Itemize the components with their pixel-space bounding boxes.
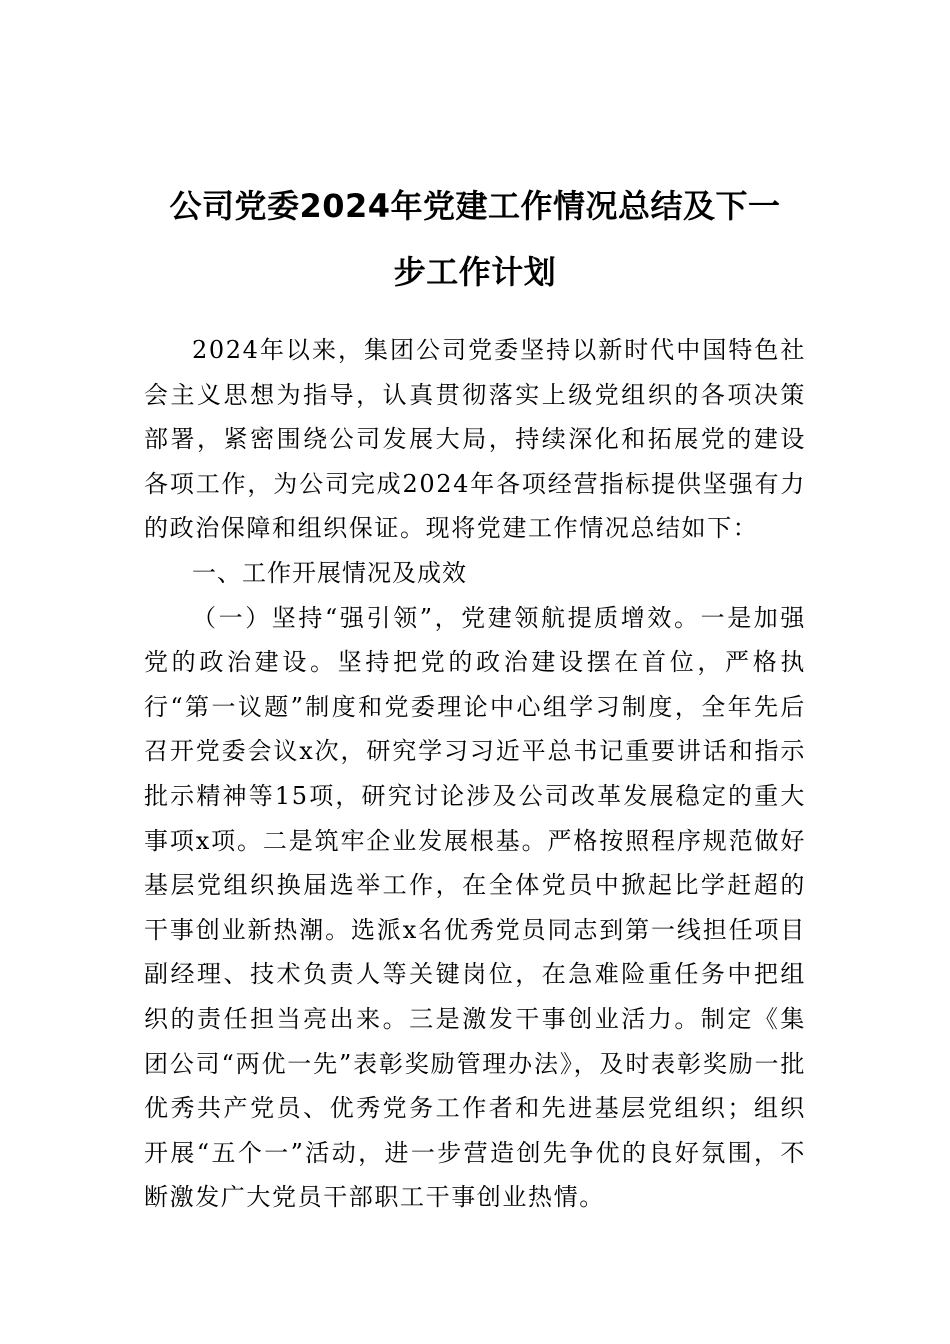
title-line-2: 步工作计划 [393,253,557,292]
intro-paragraph: 2024年以来，集团公司党委坚持以新时代中国特色社会主义思想为指导，认真贯彻落实上级党组织的各项决策部署，紧密围绕公司发展大局，持续深化和拓展党的建设各项工作，为公司完成2024年各项经营指标提供坚强有力的政治保障和组织保证。现将党建工作情况总结如下： [144,336,806,543]
title-line-1: 公司党委2024年党建工作情况总结及下一 [169,187,781,226]
section-heading: 一、工作开展情况及成效 [192,558,467,587]
document-body [144,328,806,1220]
section-paragraph: （一）坚持“强引领”，党建领航提质增效。一是加强党的政治建设。坚持把党的政治建设摆在首位，严格执行“第一议题”制度和党委理论中心组学习制度，全年先后召开党委会议x次，研究学习习近平总书记重要讲话和指示批示精神等15项，研究讨论涉及公司改革发展稳定的重大事项x项。二是筑牢企业发展根基。严格按照程序规范做好基层党组织换届选举工作，在全体党员中掀起比学赶超的干事创业新热潮。选派x名优秀党员同志到第一线担任项目副经理、技术负责人等关键岗位，在急难险重任务中把组织的责任担当亮出来。三是激发干事创业活力。制定《集团公司“两优一先”表彰奖励管理办法》，及时表彰奖励一批优秀共产党员、优秀党务工作者和先进基层党组织；组织开展“五个一”活动，进一步营造创先争优的良好氛围，不断激发广大党员干部职工干事创业热情。 [144,603,806,1212]
document-title [140,173,810,305]
